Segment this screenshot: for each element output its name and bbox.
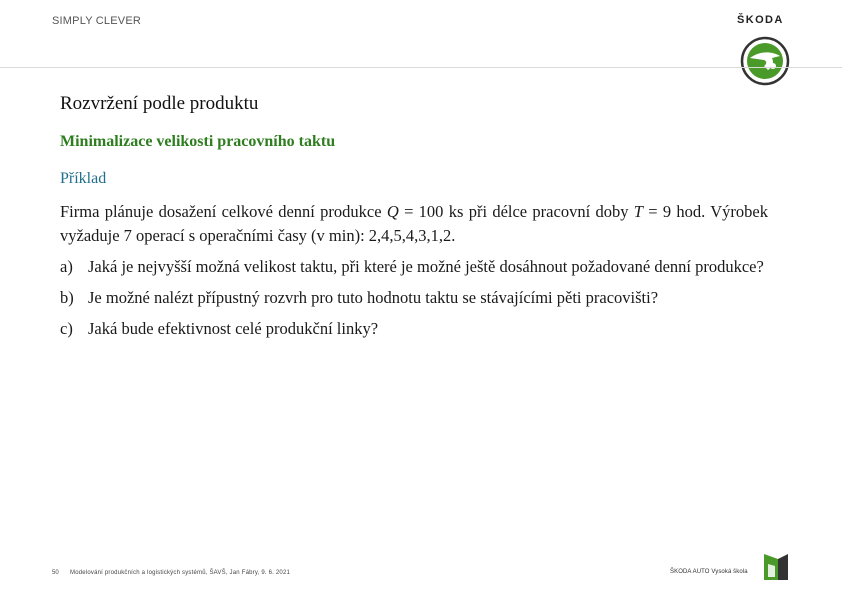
section-label: Příklad	[60, 170, 107, 187]
problem-statement	[60, 200, 768, 248]
question-text: Jaká bude efektivnost celé produkční linky?	[88, 319, 379, 338]
variable-q: Q	[386, 202, 399, 221]
question-text: Jaká je nejvyšší možná velikost taktu, při které je možné ještě dosáhnout požadované denní produkce?	[88, 257, 764, 276]
skoda-logo-icon	[740, 36, 790, 86]
intro-text-1: Firma plánuje dosažení celkové denní produkce	[60, 202, 387, 221]
intro-text-3: = 9 hod. Výrobek vyžaduje 7 operací s operačními časy (v min): 2,4,5,4,3,1,2.	[60, 202, 768, 245]
brand-tagline: SIMPLY CLEVER	[52, 15, 142, 27]
skoda-wordmark: ŠKODA	[737, 14, 784, 26]
slide-title: Rozvržení podle produktu	[60, 93, 259, 114]
footer-citation: Modelování produkčních a logistických systémů, ŠAVŠ, Jan Fábry, 9. 6. 2021	[70, 570, 291, 576]
slide-subtitle: Minimalizace velikosti pracovního taktu	[60, 133, 336, 150]
variable-t: T	[633, 202, 643, 221]
header-divider	[0, 67, 842, 68]
slide-body	[60, 200, 768, 348]
school-logo-icon	[760, 550, 792, 582]
question-label: c)	[60, 319, 73, 338]
question-item	[60, 286, 768, 310]
footer-school-name: ŠKODA AUTO Vysoká škola	[670, 569, 748, 575]
page-number: 50	[52, 570, 59, 576]
question-item	[60, 255, 768, 279]
question-label: a)	[60, 257, 73, 276]
question-item	[60, 317, 768, 341]
question-text: Je možné nalézt přípustný rozvrh pro tuto hodnotu taktu se stávajícími pěti pracovišti?	[88, 288, 659, 307]
intro-text-2: = 100 ks při délce pracovní doby	[398, 202, 634, 221]
question-label: b)	[60, 288, 74, 307]
